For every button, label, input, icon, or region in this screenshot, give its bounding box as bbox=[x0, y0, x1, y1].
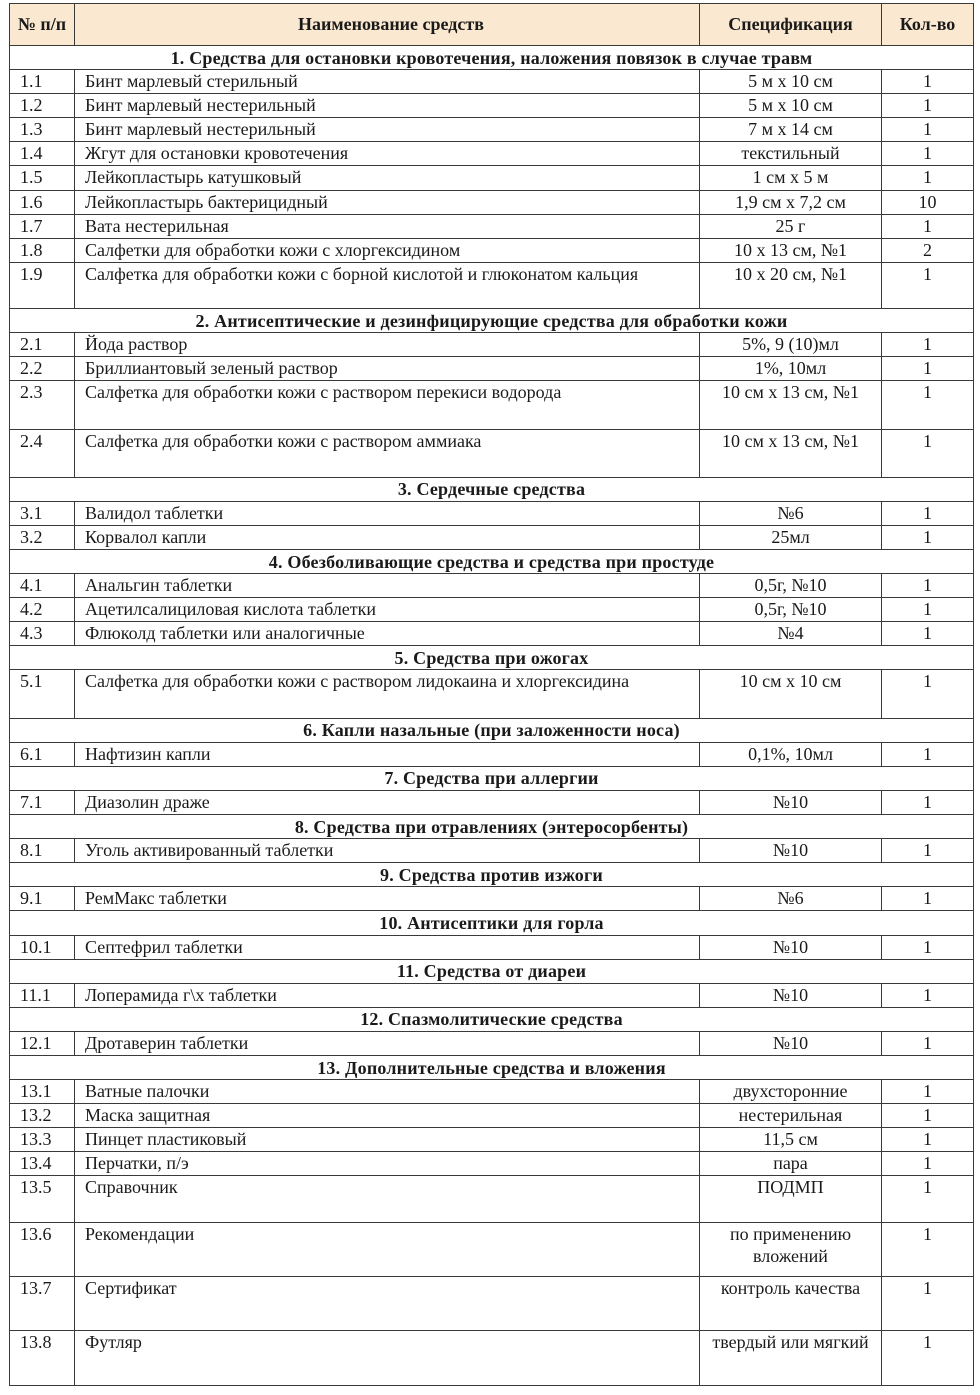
item-name: Диазолин драже bbox=[75, 790, 700, 814]
table-row bbox=[10, 983, 974, 1007]
item-specification: 10 см х 13 см, №1 bbox=[700, 381, 882, 429]
row-number: 3.2 bbox=[10, 525, 75, 549]
section-row bbox=[10, 766, 974, 790]
section-title: 5. Средства при ожогах bbox=[10, 646, 974, 670]
item-name: Рекомендации bbox=[75, 1222, 700, 1276]
item-specification: №4 bbox=[700, 622, 882, 646]
item-name: Салфетка для обработки кожи с раствором аммиака bbox=[75, 429, 700, 477]
table-row bbox=[10, 238, 974, 262]
item-quantity: 1 bbox=[882, 501, 974, 525]
item-quantity: 1 bbox=[882, 166, 974, 190]
item-specification: 1 см х 5 м bbox=[700, 166, 882, 190]
item-quantity: 1 bbox=[882, 214, 974, 238]
section-title: 12. Спазмолитические средства bbox=[10, 1007, 974, 1031]
section-title: 11. Средства от диареи bbox=[10, 959, 974, 983]
item-quantity: 1 bbox=[882, 1031, 974, 1055]
section-row bbox=[10, 718, 974, 742]
section-title: 1. Средства для остановки кровотечения, наложения повязок в случае травм bbox=[10, 46, 974, 70]
section-row bbox=[10, 646, 974, 670]
item-specification: 5 м х 10 см bbox=[700, 94, 882, 118]
item-specification: 25мл bbox=[700, 525, 882, 549]
item-quantity: 1 bbox=[882, 1152, 974, 1176]
table-row bbox=[10, 118, 974, 142]
table-row bbox=[10, 525, 974, 549]
table-row bbox=[10, 742, 974, 766]
row-number: 1.9 bbox=[10, 262, 75, 308]
item-specification: 10 х 13 см, №1 bbox=[700, 238, 882, 262]
item-quantity: 1 bbox=[882, 262, 974, 308]
section-row bbox=[10, 911, 974, 935]
table-row bbox=[10, 839, 974, 863]
item-quantity: 1 bbox=[882, 1276, 974, 1330]
item-quantity: 1 bbox=[882, 525, 974, 549]
section-title: 7. Средства при аллергии bbox=[10, 766, 974, 790]
item-specification: нестерильная bbox=[700, 1104, 882, 1128]
first-aid-kit-table bbox=[9, 3, 974, 1386]
item-name: Жгут для остановки кровотечения bbox=[75, 142, 700, 166]
row-number: 1.8 bbox=[10, 238, 75, 262]
table-row bbox=[10, 1031, 974, 1055]
row-number: 10.1 bbox=[10, 935, 75, 959]
table-row bbox=[10, 142, 974, 166]
item-specification: 7 м х 14 см bbox=[700, 118, 882, 142]
item-quantity: 1 bbox=[882, 429, 974, 477]
item-quantity: 1 bbox=[882, 94, 974, 118]
table-row bbox=[10, 1152, 974, 1176]
table-row bbox=[10, 429, 974, 477]
item-specification: ПОДМП bbox=[700, 1176, 882, 1222]
item-specification: 0,5г, №10 bbox=[700, 574, 882, 598]
table-row bbox=[10, 501, 974, 525]
item-specification: текстильный bbox=[700, 142, 882, 166]
item-name: Салфетка для обработки кожи с раствором перекиси водорода bbox=[75, 381, 700, 429]
item-name: Перчатки, п/э bbox=[75, 1152, 700, 1176]
table-row bbox=[10, 622, 974, 646]
item-quantity: 1 bbox=[882, 142, 974, 166]
table-row bbox=[10, 887, 974, 911]
item-name: Бинт марлевый нестерильный bbox=[75, 94, 700, 118]
item-quantity: 1 bbox=[882, 1104, 974, 1128]
row-number: 6.1 bbox=[10, 742, 75, 766]
item-name: Ацетилсалициловая кислота таблетки bbox=[75, 598, 700, 622]
row-number: 13.1 bbox=[10, 1080, 75, 1104]
item-specification: 1,9 см х 7,2 см bbox=[700, 190, 882, 214]
item-name: Валидол таблетки bbox=[75, 501, 700, 525]
item-specification: по применению вложений bbox=[700, 1222, 882, 1276]
section-title: 9. Средства против изжоги bbox=[10, 863, 974, 887]
section-row bbox=[10, 550, 974, 574]
item-quantity: 10 bbox=[882, 190, 974, 214]
table-row bbox=[10, 190, 974, 214]
item-quantity: 1 bbox=[882, 622, 974, 646]
section-title: 6. Капли назальные (при заложенности носа) bbox=[10, 718, 974, 742]
table-row bbox=[10, 935, 974, 959]
item-specification: №10 bbox=[700, 839, 882, 863]
table-row bbox=[10, 1128, 974, 1152]
item-specification: 0,1%, 10мл bbox=[700, 742, 882, 766]
section-title: 2. Антисептические и дезинфицирующие средства для обработки кожи bbox=[10, 309, 974, 333]
item-name: Бинт марлевый нестерильный bbox=[75, 118, 700, 142]
section-row bbox=[10, 863, 974, 887]
row-number: 1.2 bbox=[10, 94, 75, 118]
row-number: 1.3 bbox=[10, 118, 75, 142]
table-row bbox=[10, 94, 974, 118]
item-specification: пара bbox=[700, 1152, 882, 1176]
table-row bbox=[10, 1080, 974, 1104]
row-number: 1.7 bbox=[10, 214, 75, 238]
row-number: 8.1 bbox=[10, 839, 75, 863]
item-specification: 10 х 20 см, №1 bbox=[700, 262, 882, 308]
section-row bbox=[10, 1007, 974, 1031]
item-name: Бинт марлевый стерильный bbox=[75, 70, 700, 94]
item-name: Маска защитная bbox=[75, 1104, 700, 1128]
item-quantity: 1 bbox=[882, 1222, 974, 1276]
item-specification: 0,5г, №10 bbox=[700, 598, 882, 622]
table-row bbox=[10, 214, 974, 238]
item-quantity: 2 bbox=[882, 238, 974, 262]
item-name: Пинцет пластиковый bbox=[75, 1128, 700, 1152]
item-name: Салфетка для обработки кожи с борной кислотой и глюконатом кальция bbox=[75, 262, 700, 308]
item-quantity: 1 bbox=[882, 118, 974, 142]
item-quantity: 1 bbox=[882, 381, 974, 429]
item-name: Йода раствор bbox=[75, 333, 700, 357]
table-row bbox=[10, 670, 974, 718]
item-name: Корвалол капли bbox=[75, 525, 700, 549]
table-row bbox=[10, 1176, 974, 1222]
row-number: 2.4 bbox=[10, 429, 75, 477]
table-row bbox=[10, 357, 974, 381]
item-name: Анальгин таблетки bbox=[75, 574, 700, 598]
row-number: 13.5 bbox=[10, 1176, 75, 1222]
row-number: 13.3 bbox=[10, 1128, 75, 1152]
item-quantity: 1 bbox=[882, 983, 974, 1007]
table-row bbox=[10, 790, 974, 814]
item-specification: №10 bbox=[700, 983, 882, 1007]
item-name: Дротаверин таблетки bbox=[75, 1031, 700, 1055]
table-row bbox=[10, 1104, 974, 1128]
header-name: Наименование средств bbox=[75, 4, 700, 46]
row-number: 4.3 bbox=[10, 622, 75, 646]
table-header-row bbox=[10, 4, 974, 46]
section-title: 8. Средства при отравлениях (энтеросорбенты) bbox=[10, 815, 974, 839]
item-name: Флюколд таблетки или аналогичные bbox=[75, 622, 700, 646]
item-name: РемМакс таблетки bbox=[75, 887, 700, 911]
section-row bbox=[10, 309, 974, 333]
item-quantity: 1 bbox=[882, 598, 974, 622]
table-body bbox=[10, 46, 974, 1386]
table-row bbox=[10, 262, 974, 308]
item-quantity: 1 bbox=[882, 839, 974, 863]
item-name: Лоперамида г\х таблетки bbox=[75, 983, 700, 1007]
item-quantity: 1 bbox=[882, 333, 974, 357]
item-name: Футляр bbox=[75, 1331, 700, 1386]
item-specification: 10 см х 13 см, №1 bbox=[700, 429, 882, 477]
row-number: 2.3 bbox=[10, 381, 75, 429]
row-number: 1.4 bbox=[10, 142, 75, 166]
row-number: 9.1 bbox=[10, 887, 75, 911]
item-specification: №10 bbox=[700, 1031, 882, 1055]
section-row bbox=[10, 46, 974, 70]
item-name: Бриллиантовый зеленый раствор bbox=[75, 357, 700, 381]
item-specification: №10 bbox=[700, 935, 882, 959]
item-quantity: 1 bbox=[882, 1176, 974, 1222]
table-row bbox=[10, 333, 974, 357]
row-number: 2.2 bbox=[10, 357, 75, 381]
item-specification: 25 г bbox=[700, 214, 882, 238]
row-number: 13.2 bbox=[10, 1104, 75, 1128]
item-name: Лейкопластырь катушковый bbox=[75, 166, 700, 190]
table-row bbox=[10, 70, 974, 94]
item-name: Нафтизин капли bbox=[75, 742, 700, 766]
row-number: 2.1 bbox=[10, 333, 75, 357]
item-name: Сертификат bbox=[75, 1276, 700, 1330]
table-row bbox=[10, 381, 974, 429]
section-row bbox=[10, 959, 974, 983]
item-specification: 5%, 9 (10)мл bbox=[700, 333, 882, 357]
item-specification: 11,5 см bbox=[700, 1128, 882, 1152]
row-number: 13.7 bbox=[10, 1276, 75, 1330]
section-title: 3. Сердечные средства bbox=[10, 477, 974, 501]
item-specification: 1%, 10мл bbox=[700, 357, 882, 381]
row-number: 13.6 bbox=[10, 1222, 75, 1276]
header-specification: Спецификация bbox=[700, 4, 882, 46]
row-number: 11.1 bbox=[10, 983, 75, 1007]
item-name: Справочник bbox=[75, 1176, 700, 1222]
table-row bbox=[10, 1331, 974, 1386]
item-quantity: 1 bbox=[882, 574, 974, 598]
item-quantity: 1 bbox=[882, 70, 974, 94]
item-specification: №6 bbox=[700, 887, 882, 911]
row-number: 7.1 bbox=[10, 790, 75, 814]
header-number: № п/п bbox=[10, 4, 75, 46]
row-number: 3.1 bbox=[10, 501, 75, 525]
row-number: 13.8 bbox=[10, 1331, 75, 1386]
item-quantity: 1 bbox=[882, 670, 974, 718]
row-number: 12.1 bbox=[10, 1031, 75, 1055]
item-name: Ватные палочки bbox=[75, 1080, 700, 1104]
item-name: Салфетка для обработки кожи с раствором лидокаина и хлоргексидина bbox=[75, 670, 700, 718]
row-number: 1.1 bbox=[10, 70, 75, 94]
table-row bbox=[10, 598, 974, 622]
item-specification: 10 см х 10 см bbox=[700, 670, 882, 718]
item-quantity: 1 bbox=[882, 887, 974, 911]
table-row bbox=[10, 166, 974, 190]
item-quantity: 1 bbox=[882, 935, 974, 959]
section-row bbox=[10, 477, 974, 501]
item-specification: контроль качества bbox=[700, 1276, 882, 1330]
item-specification: твердый или мягкий bbox=[700, 1331, 882, 1386]
section-row bbox=[10, 1056, 974, 1080]
item-name: Лейкопластырь бактерицидный bbox=[75, 190, 700, 214]
section-row bbox=[10, 815, 974, 839]
item-specification: №10 bbox=[700, 790, 882, 814]
row-number: 1.6 bbox=[10, 190, 75, 214]
item-specification: двухсторонние bbox=[700, 1080, 882, 1104]
table-row bbox=[10, 1222, 974, 1276]
item-name: Салфетки для обработки кожи с хлоргексидином bbox=[75, 238, 700, 262]
item-quantity: 1 bbox=[882, 1128, 974, 1152]
row-number: 5.1 bbox=[10, 670, 75, 718]
row-number: 4.1 bbox=[10, 574, 75, 598]
item-name: Вата нестерильная bbox=[75, 214, 700, 238]
table-row bbox=[10, 1276, 974, 1330]
section-title: 13. Дополнительные средства и вложения bbox=[10, 1056, 974, 1080]
item-quantity: 1 bbox=[882, 357, 974, 381]
item-quantity: 1 bbox=[882, 1080, 974, 1104]
item-quantity: 1 bbox=[882, 1331, 974, 1386]
section-title: 10. Антисептики для горла bbox=[10, 911, 974, 935]
item-quantity: 1 bbox=[882, 790, 974, 814]
row-number: 4.2 bbox=[10, 598, 75, 622]
item-specification: 5 м х 10 см bbox=[700, 70, 882, 94]
row-number: 13.4 bbox=[10, 1152, 75, 1176]
item-specification: №6 bbox=[700, 501, 882, 525]
header-quantity: Кол-во bbox=[882, 4, 974, 46]
row-number: 1.5 bbox=[10, 166, 75, 190]
item-quantity: 1 bbox=[882, 742, 974, 766]
item-name: Уголь активированный таблетки bbox=[75, 839, 700, 863]
item-name: Септефрил таблетки bbox=[75, 935, 700, 959]
section-title: 4. Обезболивающие средства и средства при простуде bbox=[10, 550, 974, 574]
table-row bbox=[10, 574, 974, 598]
